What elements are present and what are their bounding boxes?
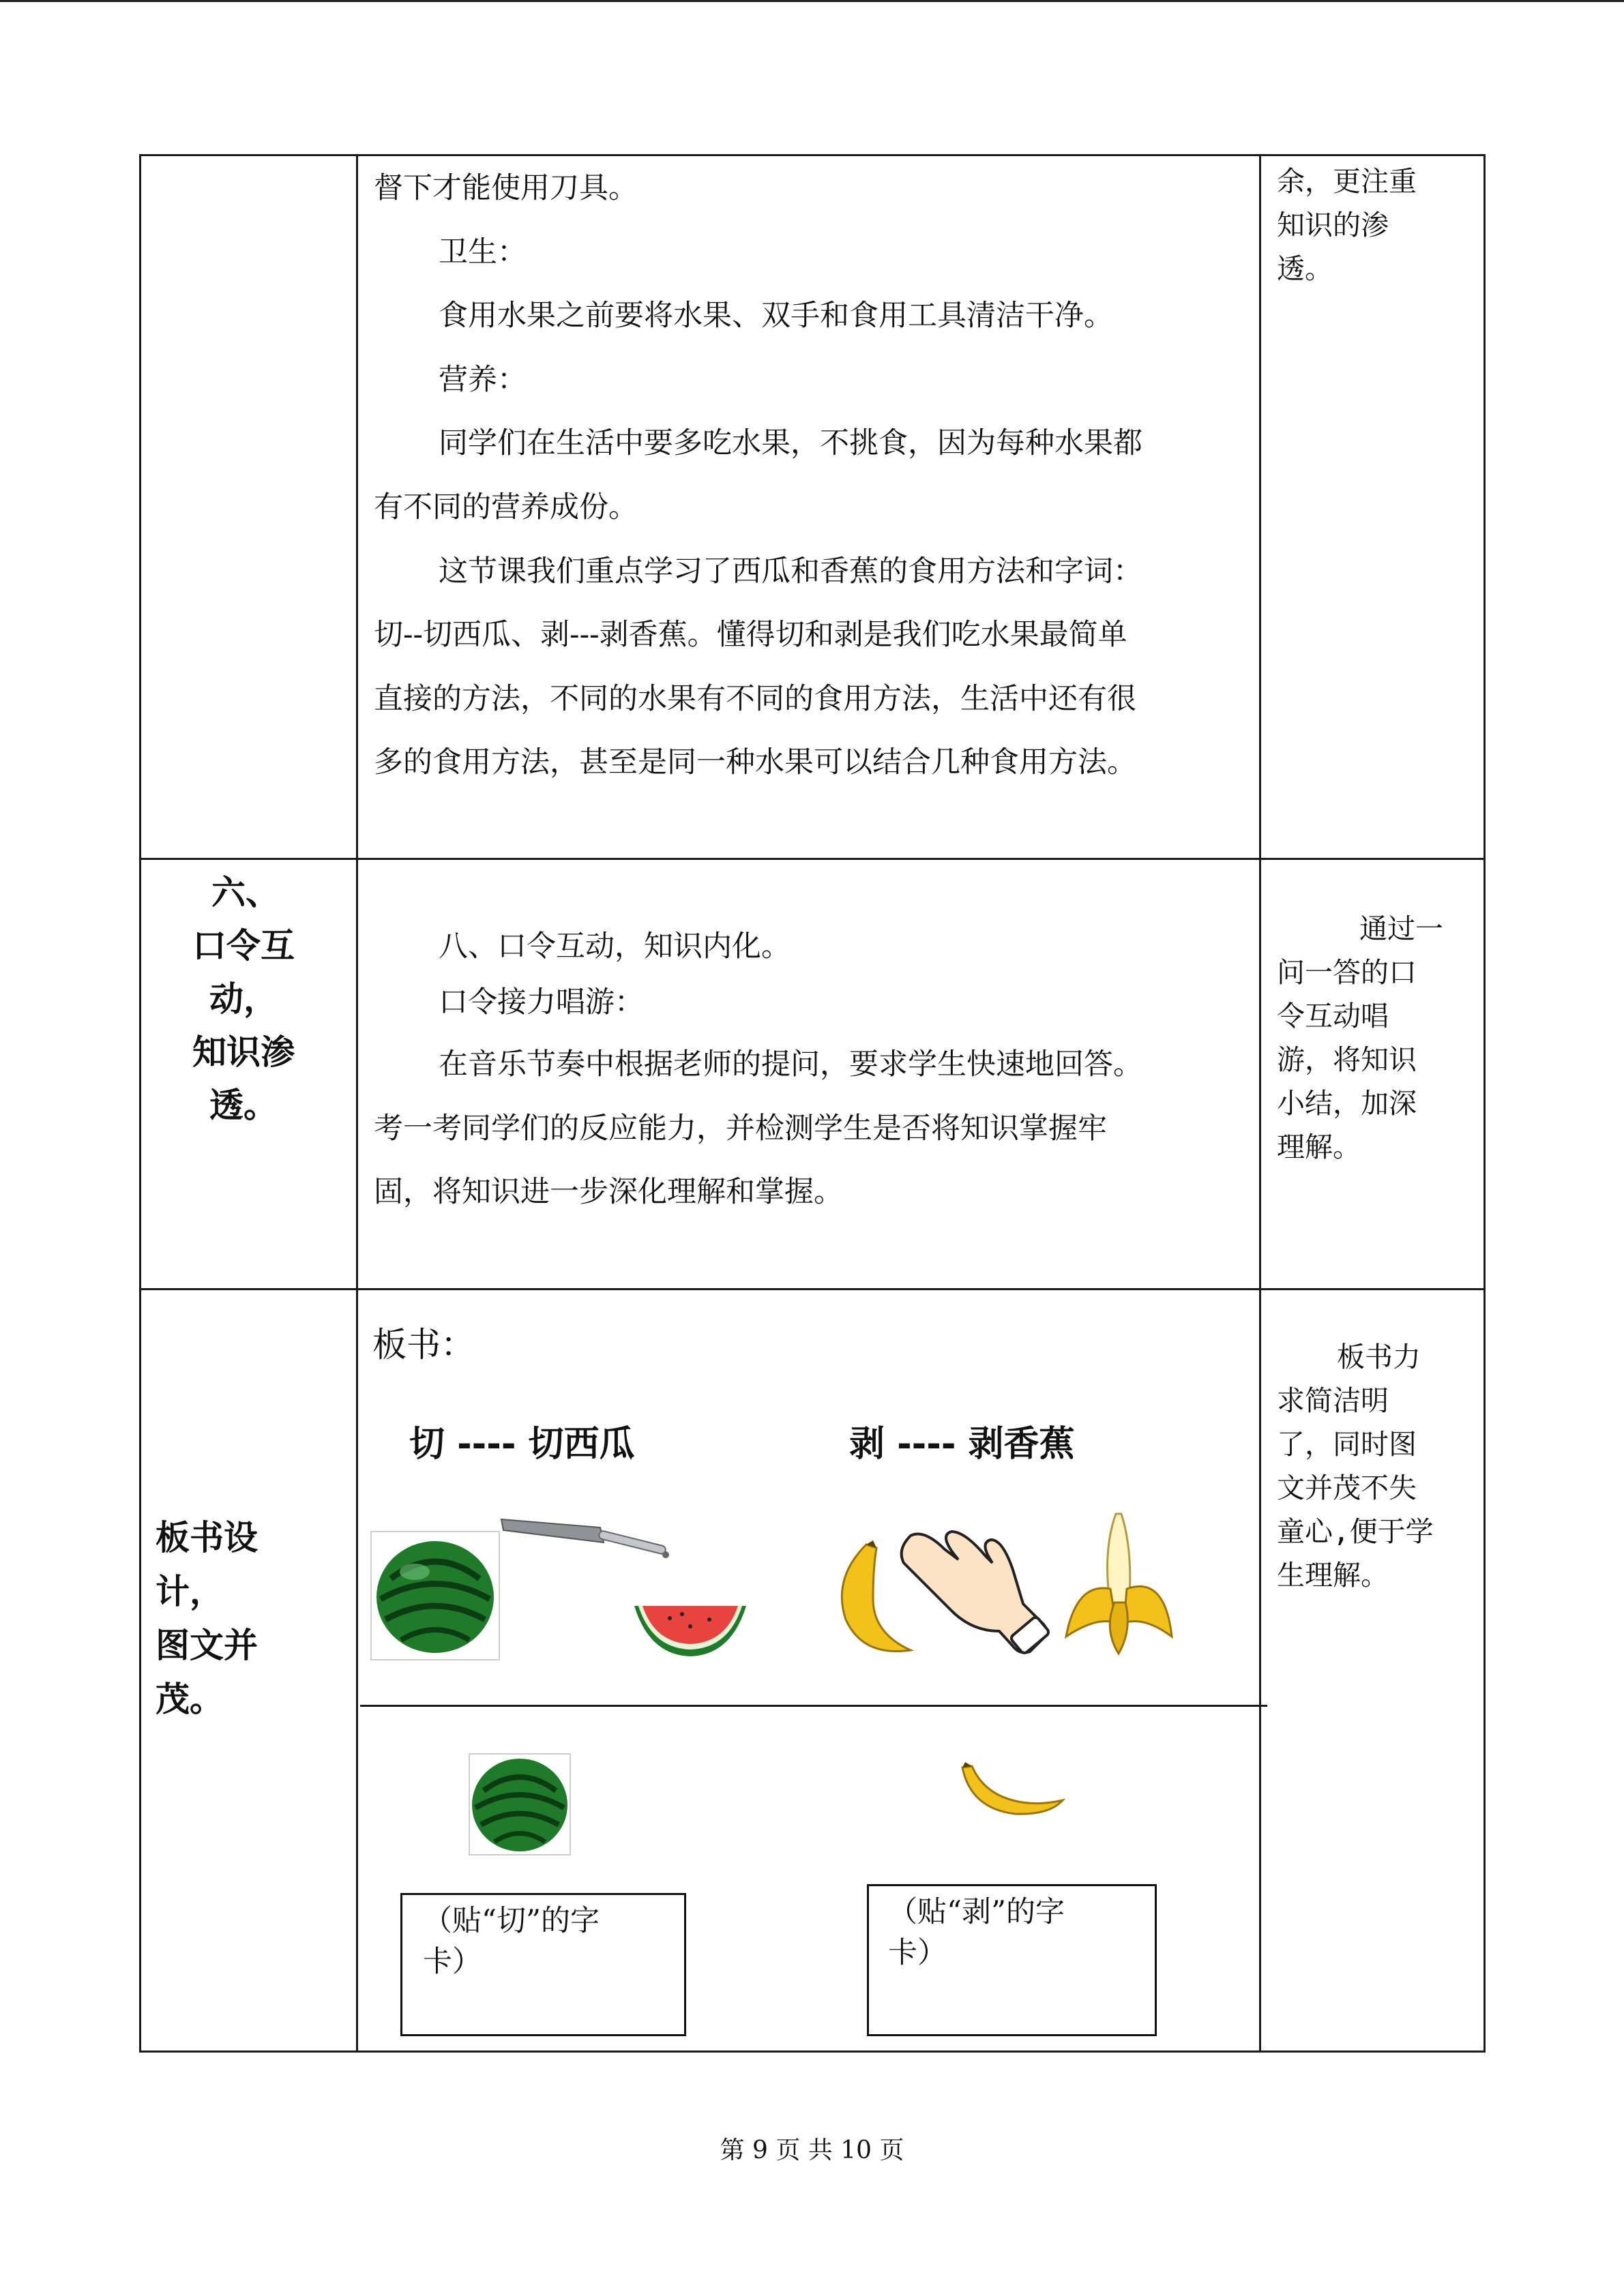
content-line: 八、口令互动，知识内化。 — [439, 929, 791, 964]
stage-line: 图文并 — [156, 1626, 258, 1665]
note-line: 透。 — [1277, 252, 1333, 285]
stage-line: 计， — [156, 1572, 224, 1611]
small-banana-image — [957, 1761, 1066, 1822]
content-line: 有不同的营养成份。 — [374, 490, 638, 524]
content-line: 直接的方法，不同的水果有不同的食用方法，生活中还有很 — [374, 682, 1136, 716]
hand-image — [890, 1522, 1057, 1658]
card-line: （贴“剥”的字 — [888, 1895, 1065, 1929]
note-line: 文并茂不失 — [1277, 1472, 1417, 1504]
card-peel — [867, 1884, 1157, 2036]
note-line: 令互动唱 — [1277, 1000, 1389, 1032]
stage-line: 口令互 — [192, 926, 295, 966]
page-top-border — [0, 0, 1624, 2]
page-footer: 第 9 页 共 10 页 — [720, 2136, 904, 2164]
content-line: 食用水果之前要将水果、双手和食用工具清洁干净。 — [439, 299, 1113, 333]
content-line: 这节课我们重点学习了西瓜和香蕉的食用方法和字词： — [439, 554, 1142, 588]
stage-line: 六、 — [211, 873, 280, 912]
content-line: 卫生： — [439, 235, 527, 269]
note-line: 求简洁明 — [1277, 1384, 1389, 1417]
card-line: （贴“切”的字 — [423, 1904, 600, 1938]
content-line: 固，将知识进一步深化理解和掌握。 — [374, 1175, 843, 1209]
note-line: 通过一 — [1359, 912, 1443, 945]
stage-line: 板书设 — [156, 1518, 258, 1557]
stage-line: 透。 — [209, 1086, 278, 1125]
peeled-banana-image — [1056, 1507, 1179, 1657]
card-line: 卡） — [423, 1945, 482, 1979]
watermelon-slice-image — [629, 1599, 752, 1660]
content-line: 切--切西瓜、剥---剥香蕉。懂得切和剥是我们吃水果最简单 — [374, 618, 1127, 652]
note-line: 游，将知识 — [1277, 1043, 1417, 1076]
content-line: 在音乐节奏中根据老师的提问，要求学生快速地回答。 — [439, 1047, 1142, 1082]
card-cut — [400, 1893, 686, 2036]
note-line: 了，同时图 — [1277, 1428, 1417, 1461]
note-line: 理解。 — [1277, 1131, 1361, 1163]
note-line: 余，更注重 — [1277, 165, 1417, 198]
small-watermelon-image — [469, 1753, 571, 1855]
note-line: 童心,便于学 — [1277, 1515, 1434, 1548]
content-line: 口令接力唱游： — [439, 985, 644, 1019]
card-line: 卡） — [888, 1936, 947, 1970]
content-line: 营养： — [439, 363, 527, 397]
note-line: 生理解。 — [1277, 1559, 1389, 1592]
note-line: 问一答的口 — [1277, 956, 1417, 989]
note-line: 知识的渗 — [1277, 209, 1389, 241]
content-line: 同学们在生活中要多吃水果，不挑食，因为每种水果都 — [439, 426, 1142, 460]
board-label: 板书： — [372, 1325, 475, 1365]
note-line: 小结，加深 — [1277, 1087, 1417, 1120]
stage-line: 知识渗 — [192, 1032, 295, 1072]
left-heading: 切 ---- 切西瓜 — [409, 1424, 635, 1465]
right-heading: 剥 ---- 剥香蕉 — [849, 1424, 1075, 1465]
content-line: 考一考同学们的反应能力，并检测学生是否将知识掌握牢 — [374, 1112, 1107, 1146]
content-line: 督下才能使用刀具。 — [374, 171, 638, 205]
content-line: 多的食用方法，甚至是同一种水果可以结合几种食用方法。 — [374, 745, 1136, 779]
stage-line: 茂。 — [156, 1680, 224, 1719]
watermelon-image — [370, 1531, 500, 1660]
knife-image — [498, 1512, 675, 1567]
note-line: 板书力 — [1337, 1341, 1421, 1373]
stage-line: 动， — [209, 979, 278, 1019]
